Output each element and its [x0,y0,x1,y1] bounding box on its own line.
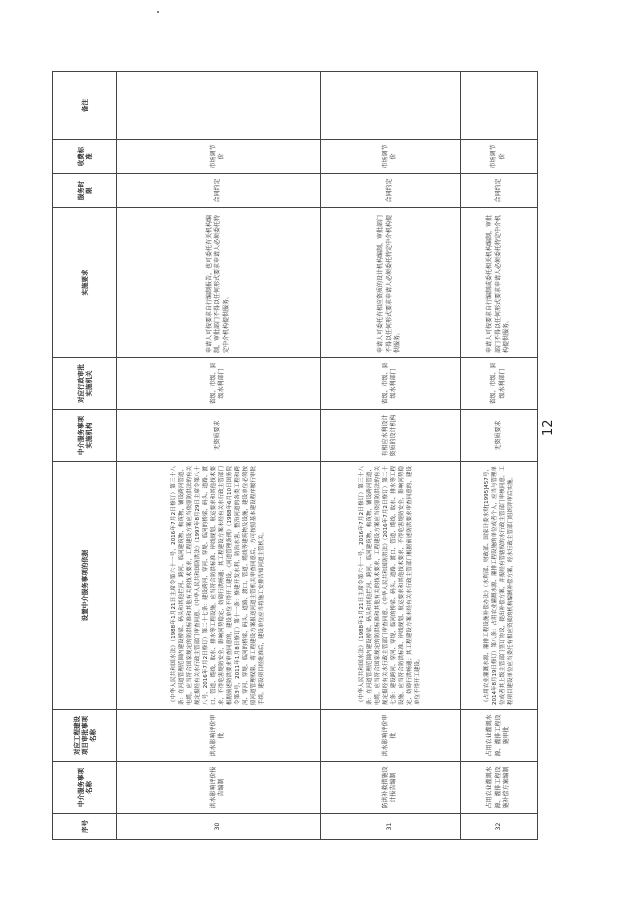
header-dept: 对应行政审批实施机关 [53,358,117,410]
row-item-name: 占用农业灌溉水源、灌排工程设施补偿方案编制 [460,762,537,814]
header-basis: 设置中介服务事项的依据 [53,462,117,710]
row-requirements: 申请人可按要求自行编制报告，也可委托有关机构编制，审批部门不得以任何形式要求申请人必须委托特定中介机构提供服务。 [117,208,321,358]
row-seq: 32 [460,814,537,840]
row-approval: 占用农业灌溉水源、灌排工程设施审批 [460,710,537,762]
header-agency: 中介服务事项实施机构 [53,410,117,462]
table-header-row [53,72,117,840]
header-fee: 收费标准 [53,140,117,174]
row-remarks [320,72,460,140]
header-requirements: 实施要求 [53,208,117,358]
row-basis: 《中华人民共和国水法》（1988年1月21日主席令第六十一号，2016年7月2日修订）第三十八条：在河道管理范围内建设桥梁、码头和其他拦河、跨河、临河建筑物、构筑物，铺设跨河管道、电缆，应当符合国家规定的防洪标准和其他有关的技术要求，工程建设方案应当依照防洪法的有关规定报经有关水行政主管部门审查同意。《中华人民共和国防洪法》（2016年7月2日修订）第二十七条：建设跨河、穿河、穿堤、临河的桥梁、码头、道路、渡口、管道、缆线、取水、排水等工程设施，应当符合防洪标准、岸线规划、航运要求和其他技术要求，不得危害堤防安全，影响河势稳定、妨碍行洪畅通；其工程建设方案未经有关水行政主管部门根据前述防洪要求审查同意的，建设单位不得开工建设。 [320,462,460,710]
header-remarks: 备注 [53,72,117,140]
row-approval: 洪水影响评价审批 [320,710,460,762]
row-contract: 合同约定 [117,174,321,208]
row-requirements: 申请人可委托有相应资质的设计机构编制，审批部门不得以任何形式要求申请人必须委托特定中介机构提供服务。 [320,208,460,358]
scan-speck [157,11,159,13]
row-basis: 《占用农业灌溉水源、灌排工程设施补偿办法》（水利部、财政部、国家计委水财[1995]457号，2014年8月19日修订）第八条：占用农业灌溉水源、灌排工程设施的单位或者个人，应当与管理单位或者其上级主管部门签订协议，提出补偿方案，并报经有管辖权的水行政主管部门审核同意。工程项目建设单位应当委托有相应资质的机构编制补偿方案，经水行政主管部门组织评审后实施。 [460,462,537,710]
table-row [460,72,537,840]
row-agency: 无资质要求 [117,410,321,462]
header-approval: 对应工程建设项目审批事项名称 [53,710,117,762]
row-seq: 30 [117,814,321,840]
row-dept: 省级、市级、县级水利部门 [117,358,321,410]
row-agency: 有相应水利设计资质的设计机构 [320,410,460,462]
header-contract: 服务时限 [53,174,117,208]
row-agency: 无资质要求 [460,410,537,462]
table-row [117,72,321,840]
table-row [320,72,460,840]
row-dept: 省级、市级、县级水利部门 [320,358,460,410]
page-number: 12 [541,419,556,436]
row-item-name: 洪水影响评价报告编制 [117,762,321,814]
row-dept: 省级、市级、县级水利部门 [460,358,537,410]
intermediary-services-table [52,71,538,840]
row-fee: 市场调节价 [460,140,537,174]
header-item-name: 中介服务事项名称 [53,762,117,814]
row-fee: 市场调节价 [117,140,321,174]
row-basis: 《中华人民共和国水法》（1988年1月21日主席令第六十一号，2016年7月2日修订）第三十八条：在河道管理范围内建设桥梁、码头和其他拦河、跨河、临河建筑物、构筑物，铺设跨河管道、电缆，应当符合国家规定的防洪标准和其他有关的技术要求，工程建设方案应当依照防洪法的有关规定报经有关水行政主管部门审查同意。《中华人民共和国防洪法》（1997年8月29日主席令第八十八号，2016年7月2日修订）第二十七条：建设跨河、穿河、穿堤、临河的桥梁、码头、道路、渡口、管道、缆线、取水、排水等工程设施，应当符合防洪标准、岸线规划、航运要求和其他技术要求，不得危害堤防安全，影响河势稳定、妨碍行洪畅通；其工程建设方案未经有关水行政主管部门根据前述防洪要求审查同意的，建设单位不得开工建设。《河道管理条例》（1988年6月10日国务院令第3号，2011年1月8日修订）第十一条：修建开发水利、防治水害、整治河道的各类工程和跨河、穿河、穿堤、临河的桥梁、码头、道路、渡口、管道、缆线等建筑物及设施，建设单位必须按照河道管理权限，将工程建设方案报送河道主管机关审查同意后，方可按照基本建设程序履行审批手续。建设项目经批准后，建设单位应当将施工安排告知河道主管机关。 [117,462,321,710]
row-remarks [117,72,321,140]
row-remarks [460,72,537,140]
row-contract: 合同约定 [320,174,460,208]
row-seq: 31 [320,814,460,840]
row-item-name: 防洪补救措施设计报告编制 [320,762,460,814]
rotated-table-wrapper [52,72,538,840]
row-contract: 合同约定 [460,174,537,208]
row-approval: 洪水影响评价审批 [117,710,321,762]
header-seq: 序号 [53,814,117,840]
row-fee: 市场调节价 [320,140,460,174]
row-requirements: 申请人可按要求自行编制或委托相关机构编制，审批部门不得以任何形式要求申请人必须委托特定中介机构提供服务。 [460,208,537,358]
